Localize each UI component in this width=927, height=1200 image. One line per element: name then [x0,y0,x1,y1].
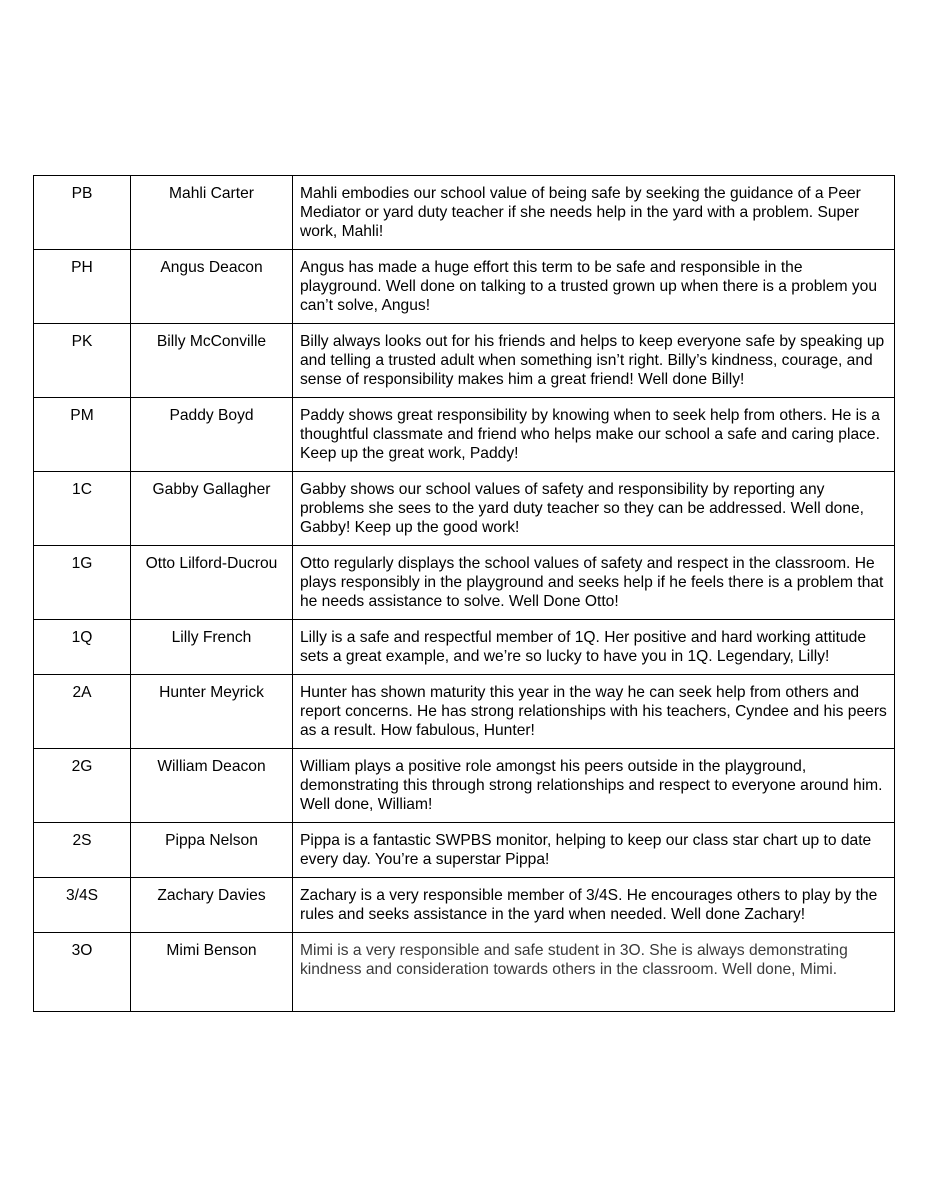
student-name-cell: Otto Lilford-Ducrou [131,546,293,620]
comment-cell: Zachary is a very responsible member of 3/4S. He encourages others to play by the rules and seeks assistance in the yard when needed. Well done Zachary! [293,878,895,933]
class-cell: 2S [34,823,131,878]
class-cell: 1C [34,472,131,546]
student-name-cell: Lilly French [131,620,293,675]
comment-cell: Otto regularly displays the school values of safety and respect in the classroom. He plays responsibly in the playground and seeks help if he feels there is a problem that he needs assistance to solve. Well Done Otto! [293,546,895,620]
comment-cell: Paddy shows great responsibility by knowing when to seek help from others. He is a thoughtful classmate and friend who helps make our school a safe and caring place. Keep up the great work, Paddy! [293,398,895,472]
comment-cell: William plays a positive role amongst his peers outside in the playground, demonstrating this through strong relationships and respect to everyone around him. Well done, William! [293,749,895,823]
student-name-cell: Mimi Benson [131,933,293,1012]
class-cell: 2G [34,749,131,823]
class-cell: 3/4S [34,878,131,933]
table-row [34,933,895,1012]
table-row [34,398,895,472]
awards-table [33,175,895,1012]
student-name-cell: Angus Deacon [131,250,293,324]
class-cell: 3O [34,933,131,1012]
student-name-cell: Mahli Carter [131,176,293,250]
table-row [34,176,895,250]
comment-cell: Hunter has shown maturity this year in the way he can seek help from others and report concerns. He has strong relationships with his teachers, Cyndee and his peers as a result. How fabulous, Hunter! [293,675,895,749]
comment-cell: Lilly is a safe and respectful member of 1Q. Her positive and hard working attitude sets a great example, and we’re so lucky to have you in 1Q. Legendary, Lilly! [293,620,895,675]
student-name-cell: William Deacon [131,749,293,823]
student-name-cell: Billy McConville [131,324,293,398]
student-name-cell: Paddy Boyd [131,398,293,472]
class-cell: 1G [34,546,131,620]
table-row [34,472,895,546]
table-row [34,620,895,675]
comment-cell: Pippa is a fantastic SWPBS monitor, helping to keep our class star chart up to date every day. You’re a superstar Pippa! [293,823,895,878]
class-cell: 1Q [34,620,131,675]
class-cell: 2A [34,675,131,749]
class-cell: PM [34,398,131,472]
class-cell: PH [34,250,131,324]
table-row [34,324,895,398]
comment-cell: Mahli embodies our school value of being safe by seeking the guidance of a Peer Mediator or yard duty teacher if she needs help in the yard with a problem. Super work, Mahli! [293,176,895,250]
class-cell: PK [34,324,131,398]
table-row [34,675,895,749]
student-name-cell: Gabby Gallagher [131,472,293,546]
comment-cell: Billy always looks out for his friends and helps to keep everyone safe by speaking up and telling a trusted adult when something isn’t right. Billy’s kindness, courage, and sense of responsibility makes him a great friend! Well done Billy! [293,324,895,398]
comment-cell: Angus has made a huge effort this term to be safe and responsible in the playground. Well done on talking to a trusted grown up when there is a problem you can’t solve, Angus! [293,250,895,324]
student-name-cell: Zachary Davies [131,878,293,933]
comment-cell: Gabby shows our school values of safety and responsibility by reporting any problems she sees to the yard duty teacher so they can be addressed. Well done, Gabby! Keep up the good work! [293,472,895,546]
student-name-cell: Pippa Nelson [131,823,293,878]
table-row [34,250,895,324]
comment-cell: Mimi is a very responsible and safe student in 3O. She is always demonstrating kindness and consideration towards others in the classroom. Well done, Mimi. [293,933,895,1012]
table-row [34,749,895,823]
table-row [34,878,895,933]
table-row [34,546,895,620]
class-cell: PB [34,176,131,250]
awards-table-body [34,176,895,1012]
student-name-cell: Hunter Meyrick [131,675,293,749]
table-row [34,823,895,878]
